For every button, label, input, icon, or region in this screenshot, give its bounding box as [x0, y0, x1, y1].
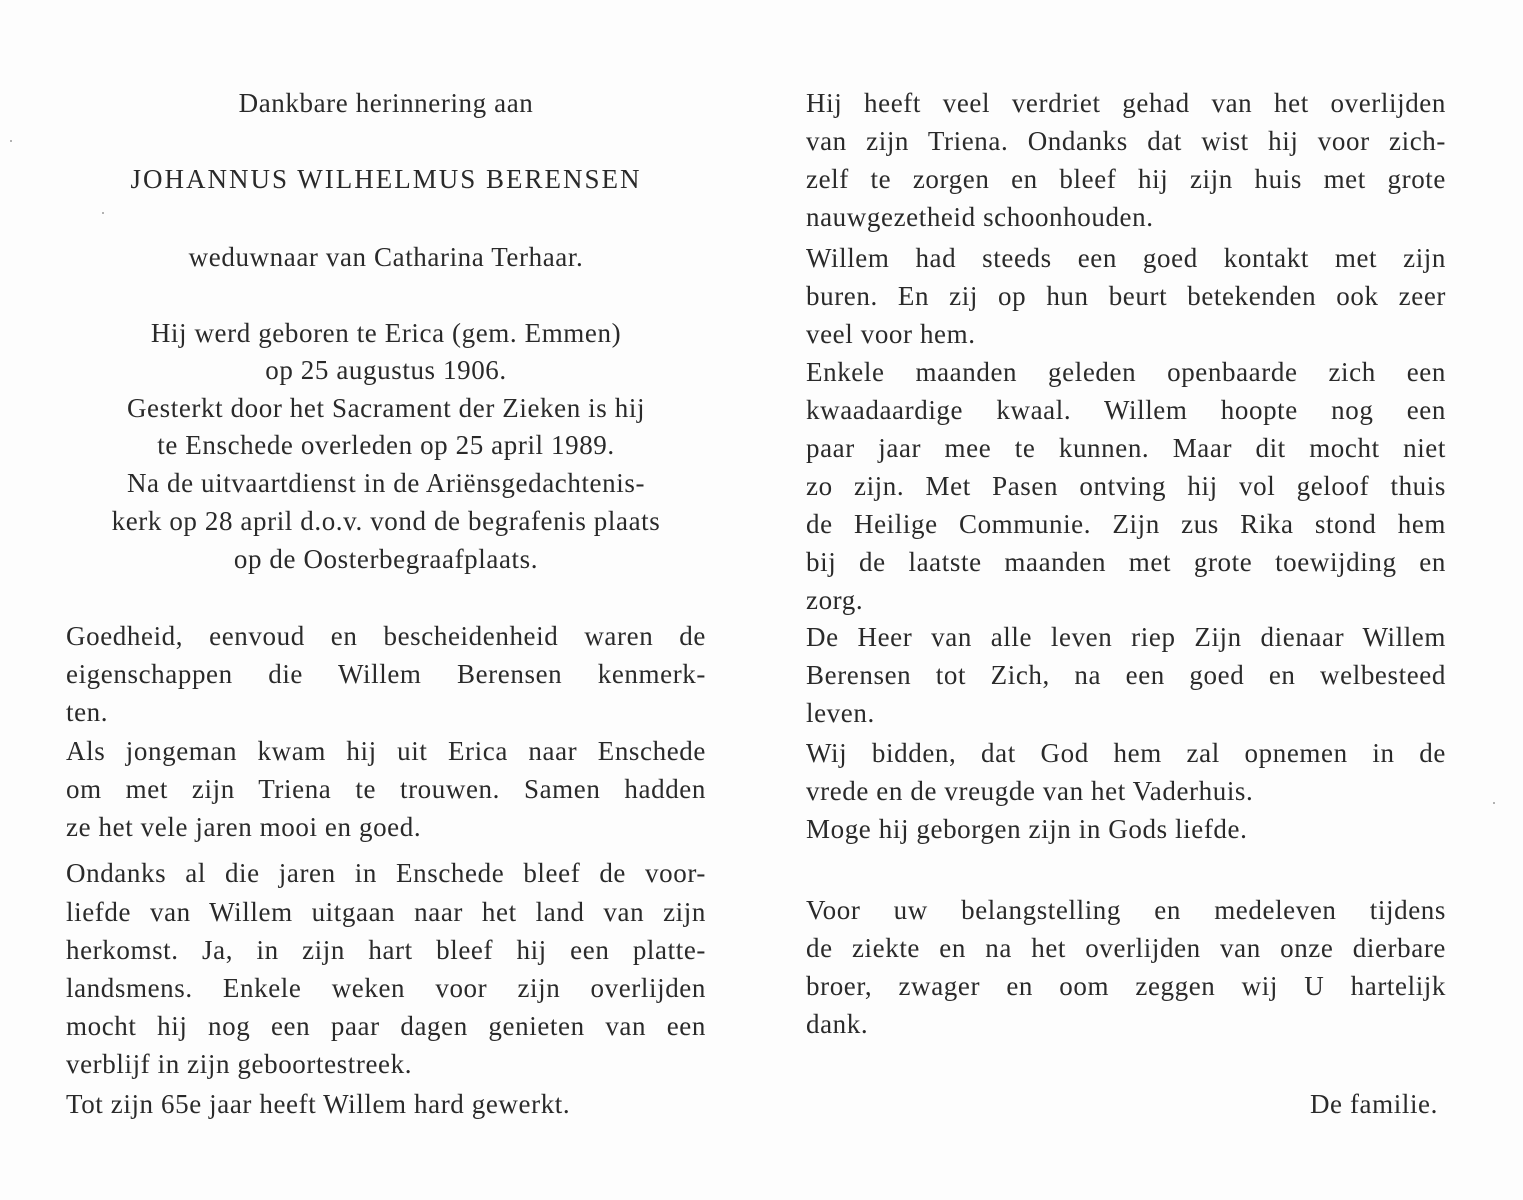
paragraph-line: om met zijn Triena te trouwen. Samen hadden	[66, 774, 706, 804]
paragraph-line: paar jaar mee te kunnen. Maar dit mocht niet	[806, 433, 1446, 463]
paragraph-line: Tot zijn 65e jaar heeft Willem hard gewerkt.	[66, 1089, 571, 1119]
paragraph-line: verblijf in zijn geboortestreek.	[66, 1049, 413, 1079]
scan-speck	[10, 140, 12, 142]
paragraph-line: de Heilige Communie. Zijn zus Rika stond hem	[806, 509, 1446, 539]
paragraph-line: De Heer van alle leven riep Zijn dienaar Willem	[806, 622, 1446, 652]
paragraph-line: zelf te zorgen en bleef hij zijn huis met grote	[806, 164, 1446, 194]
paragraph-line: van zijn Triena. Ondanks dat wist hij voor zich-	[806, 126, 1446, 156]
intro-line: Dankbare herinnering aan	[238, 88, 534, 118]
thanks-line: Voor uw belangstelling en medeleven tijdens	[806, 895, 1446, 925]
thanks-line: de ziekte en na het overlijden van onze dierbare	[806, 933, 1446, 963]
paragraph-line: zo zijn. Met Pasen ontving hij vol geloof thuis	[806, 471, 1446, 501]
deceased-name: JOHANNUS WILHELMUS BERENSEN	[130, 164, 642, 194]
bio-line: Gesterkt door het Sacrament der Zieken is hij	[126, 393, 646, 423]
thanks-line: broer, zwager en oom zeggen wij U hartelijk	[806, 971, 1446, 1001]
paragraph-line: Willem had steeds een goed kontakt met zijn	[806, 243, 1446, 273]
paragraph-line: herkomst. Ja, in zijn hart bleef hij een platte-	[66, 935, 706, 965]
paragraph-line: eigenschappen die Willem Berensen kenmerk-	[66, 659, 706, 689]
paragraph-line: Berensen tot Zich, na een goed en welbesteed	[806, 660, 1446, 690]
paragraph-line: veel voor hem.	[806, 319, 976, 349]
paragraph-line: leven.	[806, 698, 875, 728]
paragraph-line: buren. En zij op hun beurt betekenden ook zeer	[806, 281, 1446, 311]
bio-line: te Enschede overleden op 25 april 1989.	[157, 430, 615, 460]
paragraph-line: mocht hij nog een paar dagen genieten van een	[66, 1011, 706, 1041]
scan-speck	[102, 212, 104, 214]
paragraph-line: ze het vele jaren mooi en goed.	[66, 812, 422, 842]
paragraph-line: zorg.	[806, 585, 864, 615]
signature: De familie.	[1309, 1089, 1438, 1119]
paragraph-line: ten.	[66, 697, 109, 727]
bio-line: op de Oosterbegraafplaats.	[233, 544, 539, 574]
bio-line: Na de uitvaartdienst in de Ariënsgedachtenis-	[126, 468, 646, 498]
paragraph-line: Hij heeft veel verdriet gehad van het overlijden	[806, 88, 1446, 118]
thanks-line: dank.	[806, 1009, 869, 1039]
paragraph-line: Goedheid, eenvoud en bescheidenheid waren de	[66, 621, 706, 651]
scan-speck	[1493, 802, 1495, 804]
paragraph-line: Wij bidden, dat God hem zal opnemen in de	[806, 738, 1446, 768]
paragraph-line: vrede en de vreugde van het Vaderhuis.	[806, 776, 1254, 806]
paragraph-line: landsmens. Enkele weken voor zijn overlijden	[66, 973, 706, 1003]
paragraph-line: bij de laatste maanden met grote toewijding en	[806, 547, 1446, 577]
paragraph-line: liefde van Willem uitgaan naar het land van zijn	[66, 897, 706, 927]
paragraph-line: Moge hij geborgen zijn in Gods liefde.	[806, 814, 1248, 844]
bio-line: kerk op 28 april d.o.v. vond de begrafenis plaats	[111, 506, 661, 536]
paragraph-line: Als jongeman kwam hij uit Erica naar Enschede	[66, 736, 706, 766]
paragraph-line: kwaadaardige kwaal. Willem hoopte nog een	[806, 395, 1446, 425]
paragraph-line: Ondanks al die jaren in Enschede bleef de voor-	[66, 858, 706, 888]
bio-line: Hij werd geboren te Erica (gem. Emmen)	[150, 318, 622, 348]
bio-line: op 25 augustus 1906.	[265, 355, 507, 385]
widower-line: weduwnaar van Catharina Terhaar.	[188, 242, 584, 272]
paragraph-line: nauwgezetheid schoonhouden.	[806, 202, 1154, 232]
paragraph-line: Enkele maanden geleden openbaarde zich een	[806, 357, 1446, 387]
